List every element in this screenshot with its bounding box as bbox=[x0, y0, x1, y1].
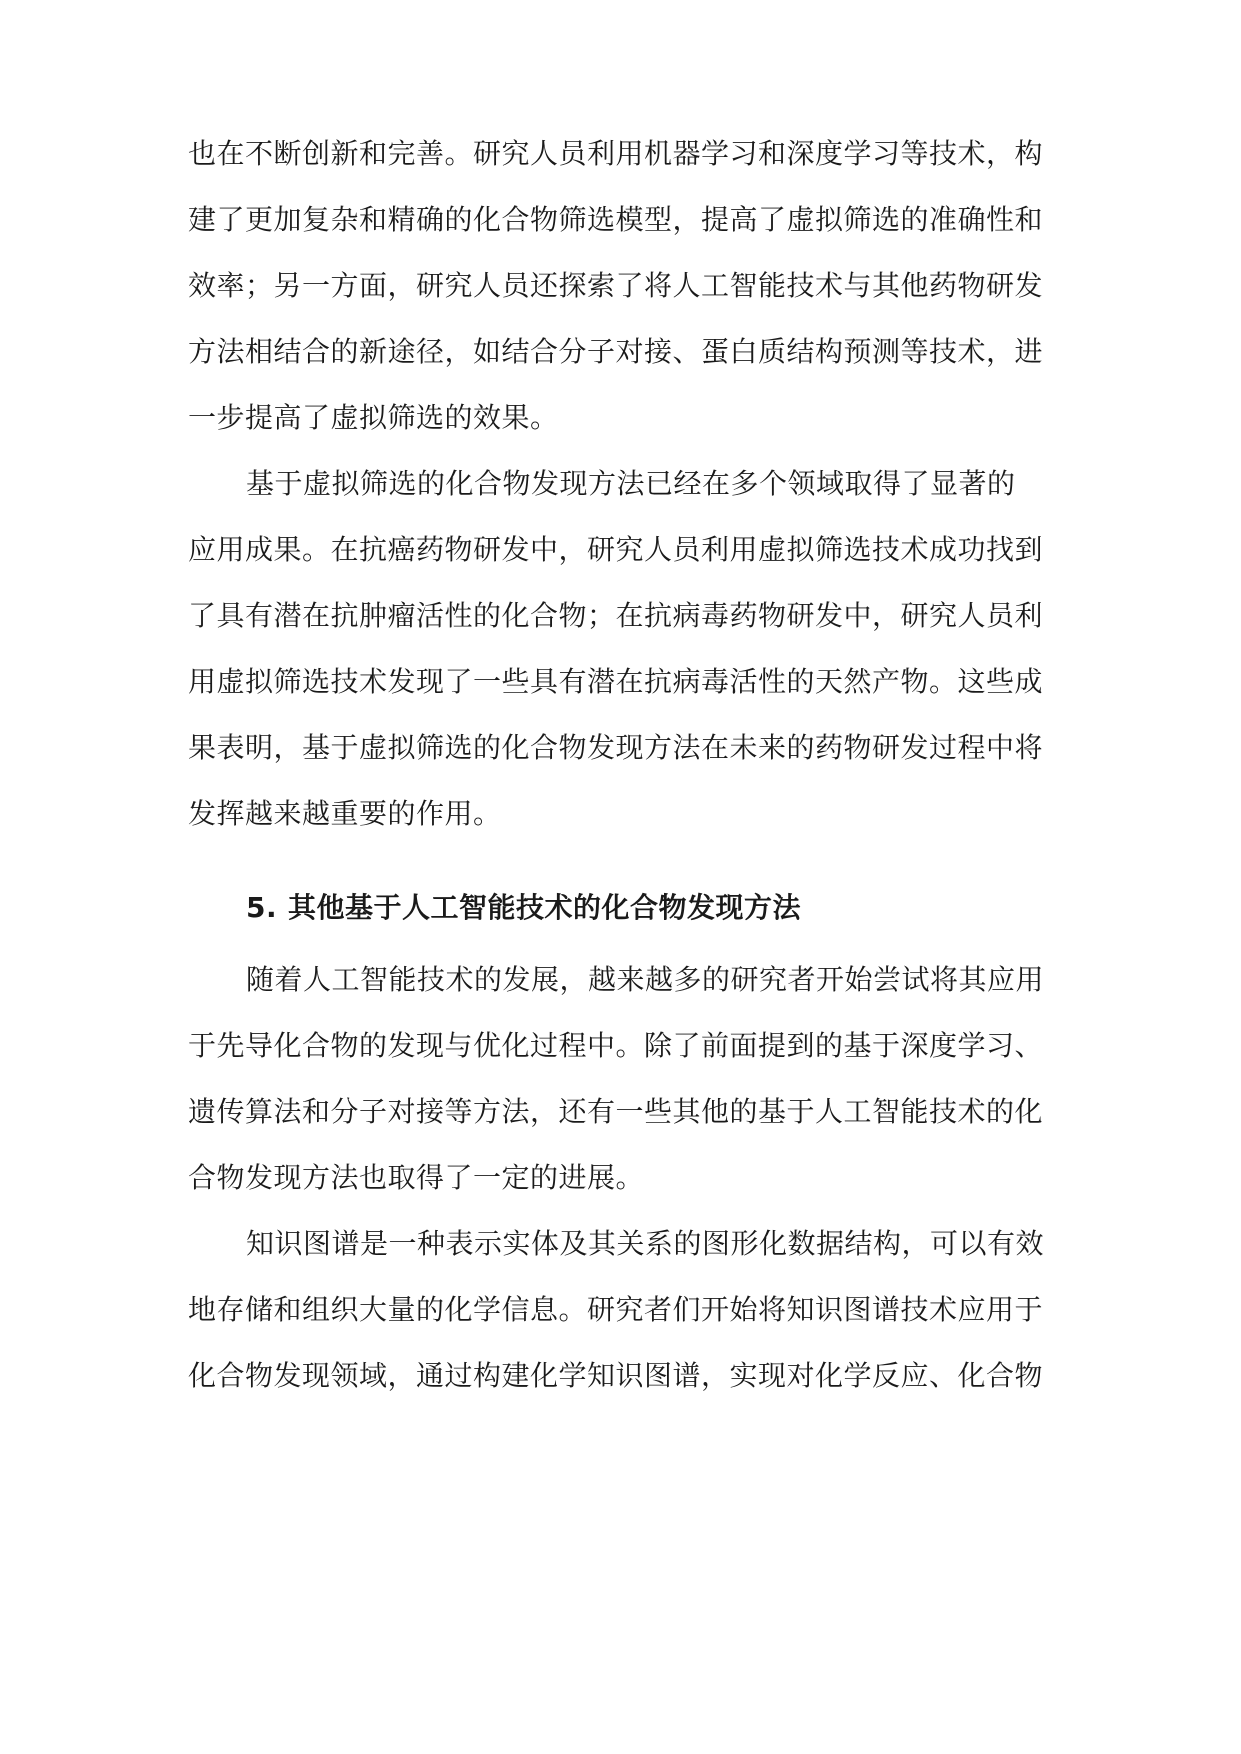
body-text-line: 了具有潜在抗肿瘤活性的化合物；在抗病毒药物研发中，研究人员利 bbox=[188, 599, 1044, 632]
section-number: 5. bbox=[246, 891, 278, 924]
body-text-line: 方法相结合的新途径，如结合分子对接、蛋白质结构预测等技术，进 bbox=[188, 335, 1044, 368]
section-title: 其他基于人工智能技术的化合物发现方法 bbox=[288, 891, 802, 924]
section-heading bbox=[246, 888, 801, 928]
body-text-line: 果表明，基于虚拟筛选的化合物发现方法在未来的药物研发过程中将 bbox=[188, 731, 1044, 764]
body-text-line: 效率；另一方面，研究人员还探索了将人工智能技术与其他药物研发 bbox=[188, 269, 1044, 302]
body-text-line: 遗传算法和分子对接等方法，还有一些其他的基于人工智能技术的化 bbox=[188, 1095, 1044, 1128]
body-text-line: 知识图谱是一种表示实体及其关系的图形化数据结构，可以有效 bbox=[246, 1227, 1045, 1260]
body-text-line: 地存储和组织大量的化学信息。研究者们开始将知识图谱技术应用于 bbox=[188, 1293, 1044, 1326]
body-text-line: 基于虚拟筛选的化合物发现方法已经在多个领域取得了显著的 bbox=[246, 467, 1016, 500]
body-text-line: 发挥越来越重要的作用。 bbox=[188, 797, 502, 830]
body-text-line: 随着人工智能技术的发展，越来越多的研究者开始尝试将其应用 bbox=[246, 963, 1045, 996]
body-text-line: 也在不断创新和完善。研究人员利用机器学习和深度学习等技术，构 bbox=[188, 137, 1044, 170]
body-text-line: 应用成果。在抗癌药物研发中，研究人员利用虚拟筛选技术成功找到 bbox=[188, 533, 1044, 566]
body-text-line: 一步提高了虚拟筛选的效果。 bbox=[188, 401, 559, 434]
body-text-line: 化合物发现领域，通过构建化学知识图谱，实现对化学反应、化合物 bbox=[188, 1359, 1044, 1392]
body-text-line: 于先导化合物的发现与优化过程中。除了前面提到的基于深度学习、 bbox=[188, 1029, 1044, 1062]
body-text-line: 合物发现方法也取得了一定的进展。 bbox=[188, 1161, 645, 1194]
body-text-line: 建了更加复杂和精确的化合物筛选模型，提高了虚拟筛选的准确性和 bbox=[188, 203, 1044, 236]
body-text-line: 用虚拟筛选技术发现了一些具有潜在抗病毒活性的天然产物。这些成 bbox=[188, 665, 1044, 698]
